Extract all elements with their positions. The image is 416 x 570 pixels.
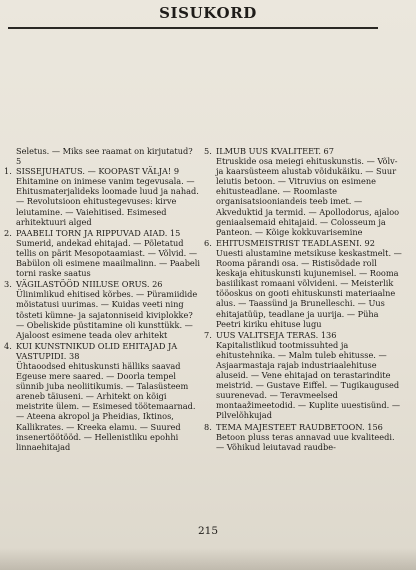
- chapter-title: TEMA MAJESTEET RAUDBETOON.: [216, 421, 365, 432]
- chapter-number: 7.: [204, 329, 212, 340]
- chapter-page: 67: [323, 146, 334, 156]
- chapter-number: 4.: [4, 340, 12, 351]
- title-rule: [8, 27, 378, 29]
- chapter-number: 1.: [4, 166, 12, 177]
- chapter-description: Etruskide osa meiegi ehituskunstis. — Võlv- ja kaarsüsteem alustab võidukäiku. — Suur leiutis betoon. — Vitruvius on esimene ehitusteadlane. — Roomlaste organisatsiooniandeis teeb imet. — Akveduktid ja termid. — Apollodorus, ajaloo geniaalsemaid ehitajaid. — Colosseum ja Panteon. — Kõige kokkuvarisemine: [216, 156, 400, 237]
- chapter-description: Betoon pluss teras annavad uue kvaliteedi. — Võhikud leiutavad raudbe-: [216, 431, 395, 452]
- chapter-page: 156: [367, 421, 383, 432]
- chapter-description: Sumerid, andekad ehitajad. — Põletatud tellis on pärit Mesopotaamiast. — Võlvid. — Babülon oli esimene maailmalinn. — Paabeli torni raske saatus: [16, 237, 201, 279]
- toc-entry-4: [4, 341, 200, 452]
- chapter-page: 92: [364, 237, 375, 248]
- chapter-number: 6.: [204, 237, 212, 248]
- toc-entry-7: [204, 330, 404, 421]
- chapter-page: 15: [169, 227, 181, 238]
- chapter-number: 8.: [204, 421, 212, 432]
- chapter-title: KUI KUNSTNIKUD OLID EHITAJAD JA VASTUPIDI.: [16, 340, 178, 361]
- chapter-description: Kapitalistlikud tootmissuhted ja ehitustehnika. — Malm tuleb ehitusse. — Asjaarmastaja rajab industriaalehituse aluseid. — Vene ehitajad on terastarindite meistrid. — Gustave Eiffel. — Tugikaugused suurenevad. — Teravmeelsed montaažimeetodid. — Kuplite uuestisünd. — Pilvelõhkujad: [216, 339, 401, 421]
- chapter-number: 2.: [4, 227, 12, 238]
- chapter-title: VÄGILASTÖÖD NIILUSE ORUS.: [16, 279, 150, 290]
- toc-intro: [4, 146, 200, 166]
- chapter-number: 3.: [4, 279, 12, 290]
- chapter-title: PAABELI TORN JA RIPPUVAD AIAD.: [16, 227, 168, 238]
- chapter-title: EHITUSMEISTRIST TEADLASENI.: [216, 237, 362, 248]
- chapter-description: Uuesti alustamine metsikuse keskastmelt. — Rooma pärandi osa. — Ristisõdade roll keskaja ehituskunsti kujunemisel. — Roomа basiilikast romaani võlvideni. — Meisterlik tööoskus on gooti ehituskunsti materiaalne alus. — Taassünd ja Brunelleschi. — Uus ehitajatüüp, teadlane ja uurija. — Püha Peetri kiriku ehituse lugu: [216, 247, 402, 329]
- page-bottom-shadow: [0, 548, 416, 570]
- toc-intro-page: 5: [16, 156, 22, 167]
- toc-entry-2: [4, 228, 200, 278]
- chapter-title: SISSEJUHATUS. — KOOPAST VÄLJA!: [16, 166, 172, 177]
- toc-column-left: [4, 146, 200, 452]
- chapter-description: Ühtaoodsed ehituskunsti hälliks saavad Egeuse mere saared. — Doorla tempel sünnib juba neoliitikumis. — Talasüsteem areneb täiuseni. — Arhitekt on kõigi meistrite ülem. — Esimesed töötemaarnad. — Ateena akropol ja Pheidias, Iktinos, Kallikrates. — Kreeka elamu. — Suured insenertöötööd. — Hellenistliku epohhi linnaehitajad: [16, 360, 196, 452]
- toc-column-right: [204, 146, 404, 452]
- chapter-description: Ehitamine on inimese vanim tegevusala. — Ehitusmaterjalideks loomade luud ja nahad. — Revolutsioon ehitustegevuses: kirve leiutamine. — Vaiehitised. Esimesed arhitektuuri alged: [16, 176, 199, 227]
- toc-entry-6: [204, 238, 404, 329]
- toc-entry-3: [4, 279, 200, 340]
- chapter-title: UUS VALITSEJA TERAS.: [216, 329, 319, 340]
- chapter-page: 136: [320, 329, 337, 340]
- chapter-page: 9: [173, 166, 180, 177]
- chapter-description: Ülinimlikud ehitised kõrbes. — Püramiidide mõistatusi uurimas. — Kuidas veeti ning tõsteti kümne- ja sajatonniseid kiviplokke? — Obeliskide püstitamine oli kunsttükk. — Ajaloost esimene teada olev arhitekt: [16, 289, 198, 340]
- chapter-page: 26: [152, 279, 163, 290]
- page-title: SISUKORD: [159, 4, 257, 22]
- toc-entry-5: [204, 146, 404, 237]
- toc-intro-text: Seletus. — Miks see raamat on kirjutatud?: [16, 146, 193, 156]
- toc-entry-1: [4, 166, 200, 227]
- page-number: 215: [197, 525, 219, 537]
- toc-entry-8: [204, 422, 404, 452]
- chapter-title: ILMUB UUS KVALITEET.: [216, 146, 321, 156]
- chapter-page: 38: [69, 350, 80, 361]
- chapter-number: 5.: [204, 146, 212, 156]
